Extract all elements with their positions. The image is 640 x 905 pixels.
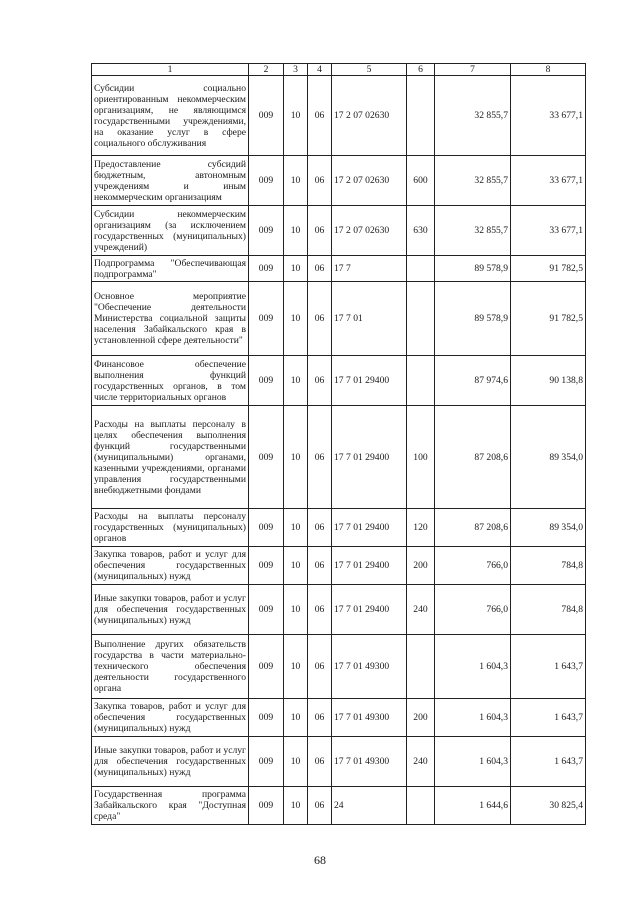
table-row [92, 356, 586, 406]
row-ministry-code: 009 [249, 356, 284, 406]
row-subsection: 06 [308, 282, 332, 356]
row-subsection: 06 [308, 206, 332, 256]
row-ministry-code: 009 [249, 635, 284, 699]
row-subsection: 06 [308, 787, 332, 825]
row-amount-2: 33 677,1 [511, 156, 586, 206]
row-subsection: 06 [308, 406, 332, 509]
row-ministry-code: 009 [249, 699, 284, 737]
row-expense-type: 200 [407, 699, 435, 737]
row-subsection: 06 [308, 256, 332, 282]
row-amount-1: 87 974,6 [435, 356, 511, 406]
row-ministry-code: 009 [249, 585, 284, 635]
row-expense-type: 600 [407, 156, 435, 206]
row-target-article: 17 2 07 02630 [332, 206, 407, 256]
header-col-2: 2 [249, 64, 284, 76]
row-target-article: 17 7 01 49300 [332, 635, 407, 699]
row-amount-2: 1 643,7 [511, 699, 586, 737]
header-col-3: 3 [284, 64, 308, 76]
row-subsection: 06 [308, 156, 332, 206]
row-name: Иные закупки товаров, работ и услуг для обеспечения государственных (муниципальных) нужд [92, 737, 249, 787]
row-name: Закупка товаров, работ и услуг для обеспечения государственных (муниципальных) нужд [92, 699, 249, 737]
table-row [92, 737, 586, 787]
row-ministry-code: 009 [249, 737, 284, 787]
row-amount-2: 1 643,7 [511, 737, 586, 787]
row-amount-2: 89 354,0 [511, 406, 586, 509]
row-name: Предоставление субсидий бюджетным, автономным учреждениям и иным некоммерческим организациям [92, 156, 249, 206]
row-amount-1: 766,0 [435, 547, 511, 585]
row-section: 10 [284, 156, 308, 206]
row-name: Основное мероприятие "Обеспечение деятельности Министерства социальной защиты населения Забайкальского края в установленной сфере деятельности" [92, 282, 249, 356]
row-amount-1: 1 604,3 [435, 699, 511, 737]
header-col-7: 7 [435, 64, 511, 76]
row-amount-2: 784,8 [511, 547, 586, 585]
row-target-article: 17 7 01 29400 [332, 356, 407, 406]
header-row [92, 64, 586, 76]
row-section: 10 [284, 737, 308, 787]
row-target-article: 17 7 01 29400 [332, 585, 407, 635]
row-amount-1: 32 855,7 [435, 156, 511, 206]
row-name: Субсидии некоммерческим организациям (за исключением государственных (муниципальных) учреждений) [92, 206, 249, 256]
table-row [92, 256, 586, 282]
row-section: 10 [284, 206, 308, 256]
row-expense-type: 240 [407, 737, 435, 787]
row-amount-2: 90 138,8 [511, 356, 586, 406]
row-amount-1: 87 208,6 [435, 509, 511, 547]
row-ministry-code: 009 [249, 547, 284, 585]
table-body [92, 76, 586, 825]
row-subsection: 06 [308, 635, 332, 699]
row-subsection: 06 [308, 737, 332, 787]
row-section: 10 [284, 356, 308, 406]
row-amount-1: 32 855,7 [435, 76, 511, 156]
row-ministry-code: 009 [249, 156, 284, 206]
row-amount-1: 1 604,3 [435, 635, 511, 699]
row-name: Финансовое обеспечение выполнения функций государственных органов, в том числе территориальных органов [92, 356, 249, 406]
header-col-6: 6 [407, 64, 435, 76]
row-target-article: 17 7 01 49300 [332, 737, 407, 787]
row-amount-2: 1 643,7 [511, 635, 586, 699]
row-amount-2: 784,8 [511, 585, 586, 635]
row-subsection: 06 [308, 509, 332, 547]
header-col-4: 4 [308, 64, 332, 76]
row-amount-2: 30 825,4 [511, 787, 586, 825]
table-row [92, 787, 586, 825]
row-amount-1: 89 578,9 [435, 256, 511, 282]
row-expense-type [407, 282, 435, 356]
row-expense-type [407, 256, 435, 282]
page-number: 68 [314, 853, 326, 867]
row-target-article: 17 2 07 02630 [332, 156, 407, 206]
row-target-article: 17 7 01 29400 [332, 547, 407, 585]
row-subsection: 06 [308, 547, 332, 585]
row-section: 10 [284, 699, 308, 737]
row-amount-1: 87 208,6 [435, 406, 511, 509]
row-amount-1: 89 578,9 [435, 282, 511, 356]
row-section: 10 [284, 406, 308, 509]
row-section: 10 [284, 547, 308, 585]
row-target-article: 17 7 01 29400 [332, 509, 407, 547]
row-expense-type [407, 635, 435, 699]
row-ministry-code: 009 [249, 787, 284, 825]
header-col-5: 5 [332, 64, 407, 76]
row-amount-1: 32 855,7 [435, 206, 511, 256]
row-section: 10 [284, 585, 308, 635]
row-amount-2: 33 677,1 [511, 76, 586, 156]
row-expense-type [407, 787, 435, 825]
row-target-article: 17 2 07 02630 [332, 76, 407, 156]
row-ministry-code: 009 [249, 76, 284, 156]
row-name: Иные закупки товаров, работ и услуг для обеспечения государственных (муниципальных) нужд [92, 585, 249, 635]
header-col-1: 1 [92, 64, 249, 76]
row-name: Подпрограмма "Обеспечивающая подпрограмма" [92, 256, 249, 282]
row-subsection: 06 [308, 356, 332, 406]
row-amount-1: 1 604,3 [435, 737, 511, 787]
row-ministry-code: 009 [249, 509, 284, 547]
table-row [92, 156, 586, 206]
row-amount-2: 33 677,1 [511, 206, 586, 256]
row-ministry-code: 009 [249, 406, 284, 509]
row-subsection: 06 [308, 585, 332, 635]
row-name: Расходы на выплаты персоналу государственных (муниципальных) органов [92, 509, 249, 547]
row-amount-2: 91 782,5 [511, 282, 586, 356]
row-target-article: 17 7 01 29400 [332, 406, 407, 509]
row-amount-1: 766,0 [435, 585, 511, 635]
row-target-article: 17 7 [332, 256, 407, 282]
row-target-article: 17 7 01 [332, 282, 407, 356]
row-ministry-code: 009 [249, 256, 284, 282]
budget-table [91, 63, 586, 825]
row-amount-2: 89 354,0 [511, 509, 586, 547]
row-name: Государственная программа Забайкальского края "Доступная среда" [92, 787, 249, 825]
row-expense-type [407, 356, 435, 406]
row-section: 10 [284, 635, 308, 699]
row-expense-type: 120 [407, 509, 435, 547]
row-amount-2: 91 782,5 [511, 256, 586, 282]
row-expense-type: 240 [407, 585, 435, 635]
table-row [92, 282, 586, 356]
row-expense-type: 200 [407, 547, 435, 585]
table-row [92, 76, 586, 156]
table-row [92, 547, 586, 585]
header-col-8: 8 [511, 64, 586, 76]
row-subsection: 06 [308, 699, 332, 737]
row-section: 10 [284, 256, 308, 282]
row-expense-type [407, 76, 435, 156]
table-row [92, 509, 586, 547]
row-section: 10 [284, 787, 308, 825]
table-row [92, 585, 586, 635]
row-name: Субсидии социально ориентированным некоммерческим организациям, не являющимся государственными учреждениями, на оказание услуг в сфере социального обслуживания [92, 76, 249, 156]
row-name: Расходы на выплаты персоналу в целях обеспечения выполнения функций государственными (муниципальными) органами, казенными учреждениями, органами управления государственными внебюджетными фондами [92, 406, 249, 509]
row-subsection: 06 [308, 76, 332, 156]
row-target-article: 24 [332, 787, 407, 825]
table-row [92, 406, 586, 509]
row-name: Закупка товаров, работ и услуг для обеспечения государственных (муниципальных) нужд [92, 547, 249, 585]
row-section: 10 [284, 76, 308, 156]
row-section: 10 [284, 509, 308, 547]
table-header [92, 64, 586, 76]
row-name: Выполнение других обязательств государства в части материально-технического обеспечения деятельности государственного органа [92, 635, 249, 699]
table-row [92, 206, 586, 256]
row-expense-type: 630 [407, 206, 435, 256]
row-expense-type: 100 [407, 406, 435, 509]
row-ministry-code: 009 [249, 206, 284, 256]
row-ministry-code: 009 [249, 282, 284, 356]
table-row [92, 699, 586, 737]
row-section: 10 [284, 282, 308, 356]
row-target-article: 17 7 01 49300 [332, 699, 407, 737]
table-row [92, 635, 586, 699]
row-amount-1: 1 644,6 [435, 787, 511, 825]
